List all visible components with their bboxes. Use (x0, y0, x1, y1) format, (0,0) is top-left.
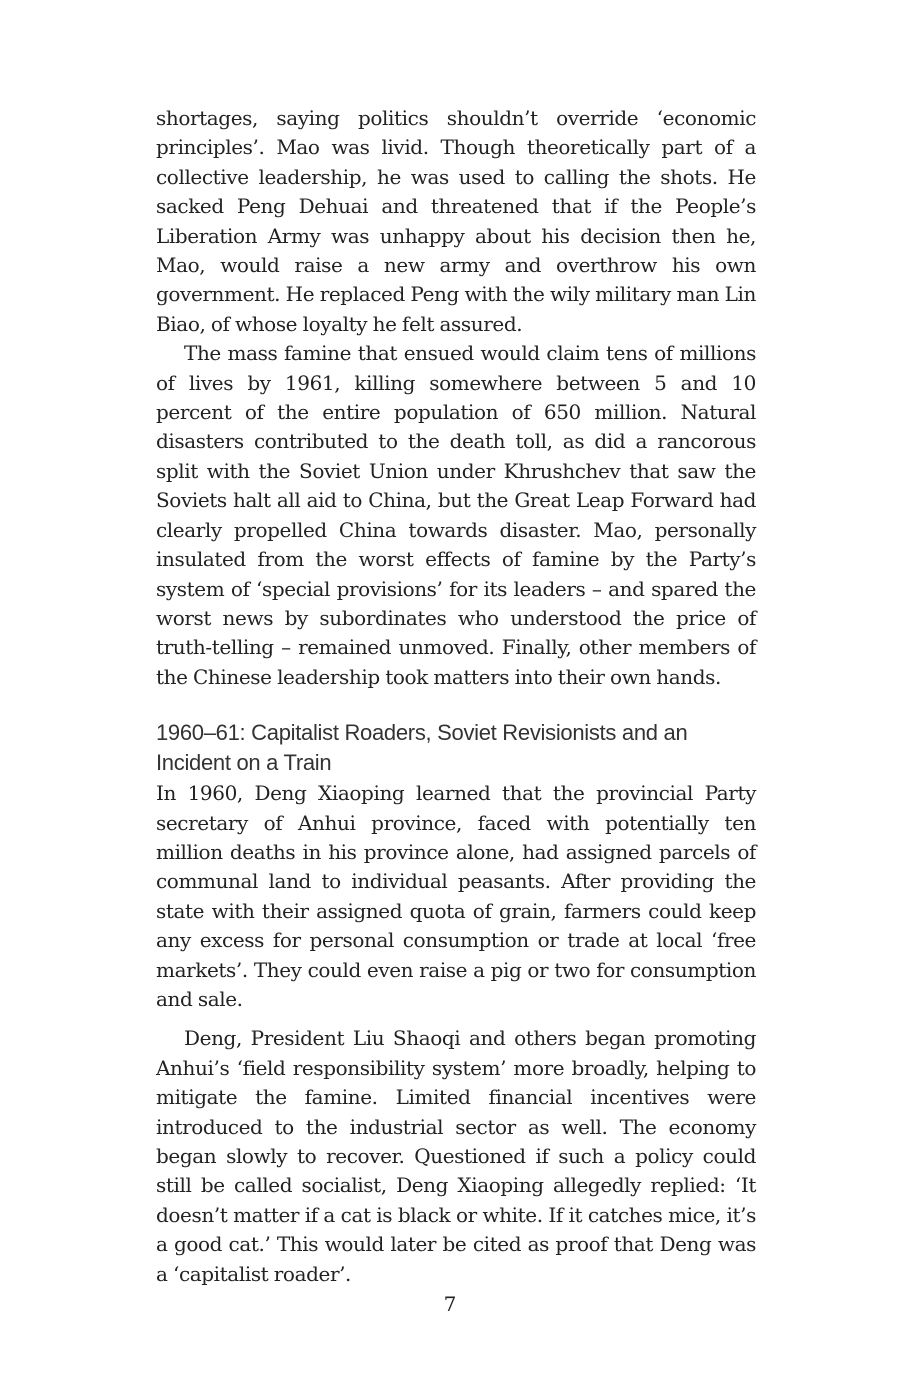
body-paragraph-1: shortages, saying politics shouldn’t override ‘economic principles’. Mao was livid. Though theoretically part of a collective leadership, he was used to calling the shots. He sacked Peng Dehuai and threatened that if the People’s Liberation Army was unhappy about his decision then he, Mao, would raise a new army and overthrow his own government. He replaced Peng with the wily military man Lin Biao, of whose loyalty he felt assured. (156, 106, 756, 336)
body-paragraph-2: The mass famine that ensued would claim tens of millions of lives by 1961, killing somewhere between 5 and 10 percent of the entire population of 650 million. Natural disasters contributed to the death toll, as did a rancorous split with the Soviet Union under Khrushchev that saw the Soviets halt all aid to China, but the Great Leap Forward had clearly propelled China towards disaster. Mao, personally insulated from the worst effects of famine by the Party’s system of ‘special provisions’ for its leaders – and spared the worst news by subordinates who understood the price of truth-telling – remained unmoved. Finally, other members of the Chinese leadership took matters into their own hands. (156, 341, 756, 689)
page-number: 7 (443, 1292, 457, 1316)
section-heading: 1960–61: Capitalist Roaders, Soviet Revisionists and an Incident on a Train (156, 720, 688, 775)
section-paragraph-1: In 1960, Deng Xiaoping learned that the provincial Party secretary of Anhui province, faced with potentially ten million deaths in his province alone, had assigned parcels of communal land to individual peasants. After providing the state with their assigned quota of grain, farmers could keep any excess for personal consumption or trade at local ‘free markets’. They could even raise a pig or two for consumption and sale. (156, 781, 756, 1011)
section-paragraph-2: Deng, President Liu Shaoqi and others began promoting Anhui’s ‘field responsibility system’ more broadly, helping to mitigate the famine. Limited financial incentives were introduced to the industrial sector as well. The economy began slowly to recover. Questioned if such a policy could still be called socialist, Deng Xiaoping allegedly replied: ‘It doesn’t matter if a cat is black or white. If it catches mice, it’s a good cat.’ This would later be cited as proof that Deng was a ‘capitalist roader’. (156, 1026, 756, 1286)
page-body (156, 104, 756, 1289)
